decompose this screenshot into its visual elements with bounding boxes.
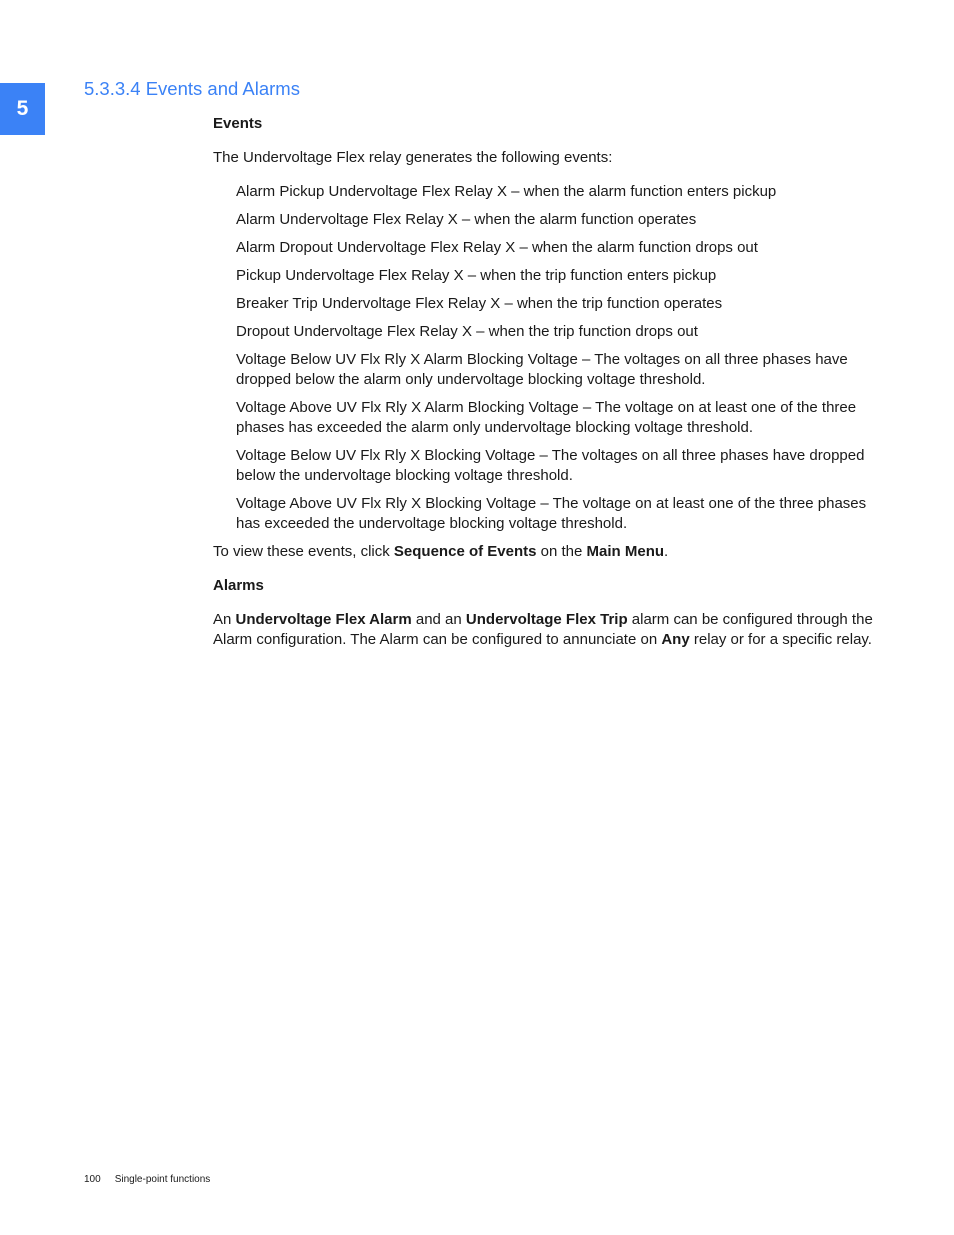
event-item: Voltage Below UV Flx Rly X Blocking Voltage – The voltages on all three phases have dropped below the undervoltage blocking voltage threshold.: [236, 447, 865, 484]
events-heading: Events: [213, 115, 263, 132]
undervoltage-flex-alarm-label: Undervoltage Flex Alarm: [235, 611, 412, 628]
event-item: Pickup Undervoltage Flex Relay X – when the trip function enters pickup: [236, 267, 717, 284]
section-heading: 5.3.3.4 Events and Alarms: [84, 78, 300, 99]
view-events-instruction: [213, 542, 873, 562]
any-label: Any: [661, 631, 690, 648]
event-item: Voltage Below UV Flx Rly X Alarm Blocking Voltage – The voltages on all three phases have dropped below the alarm only undervoltage blocking voltage threshold.: [236, 351, 848, 388]
event-item: Breaker Trip Undervoltage Flex Relay X – when the trip function operates: [236, 295, 723, 312]
alarms-text: An: [213, 611, 236, 628]
event-item: Voltage Above UV Flx Rly X Alarm Blocking Voltage – The voltage on at least one of the three phases has exceeded the alarm only undervoltage blocking voltage threshold.: [236, 399, 857, 436]
alarms-paragraph: [213, 610, 873, 650]
alarms-text: alarm can be configured through the Alarm configuration. The Alarm can be configured to annunciate on: [213, 611, 873, 648]
view-text-suffix: .: [664, 543, 669, 560]
page-number: 100: [84, 1174, 101, 1185]
main-menu-label: Main Menu: [586, 543, 665, 560]
page-footer: [84, 1174, 210, 1185]
alarms-text: and an: [411, 611, 466, 628]
main-content: [213, 114, 873, 650]
event-list: [213, 182, 873, 534]
event-item: Dropout Undervoltage Flex Relay X – when the trip function drops out: [236, 323, 698, 340]
view-text-prefix: To view these events, click: [213, 543, 394, 560]
event-item: Alarm Pickup Undervoltage Flex Relay X – when the alarm function enters pickup: [236, 183, 777, 200]
event-item: Alarm Undervoltage Flex Relay X – when the alarm function operates: [236, 211, 697, 228]
chapter-tab: 5: [0, 83, 45, 135]
alarms-text: relay or for a specific relay.: [689, 631, 872, 648]
sequence-of-events-label: Sequence of Events: [393, 543, 537, 560]
view-text-middle: on the: [536, 543, 587, 560]
event-item: Voltage Above UV Flx Rly X Blocking Voltage – The voltage on at least one of the three phases has exceeded the undervoltage blocking voltage threshold.: [236, 495, 867, 532]
alarms-heading: Alarms: [213, 577, 264, 594]
undervoltage-flex-trip-label: Undervoltage Flex Trip: [465, 611, 628, 628]
footer-section-label: Single-point functions: [114, 1174, 211, 1185]
event-item: Alarm Dropout Undervoltage Flex Relay X – when the alarm function drops out: [236, 239, 758, 256]
events-intro: The Undervoltage Flex relay generates the following events:: [213, 149, 613, 166]
